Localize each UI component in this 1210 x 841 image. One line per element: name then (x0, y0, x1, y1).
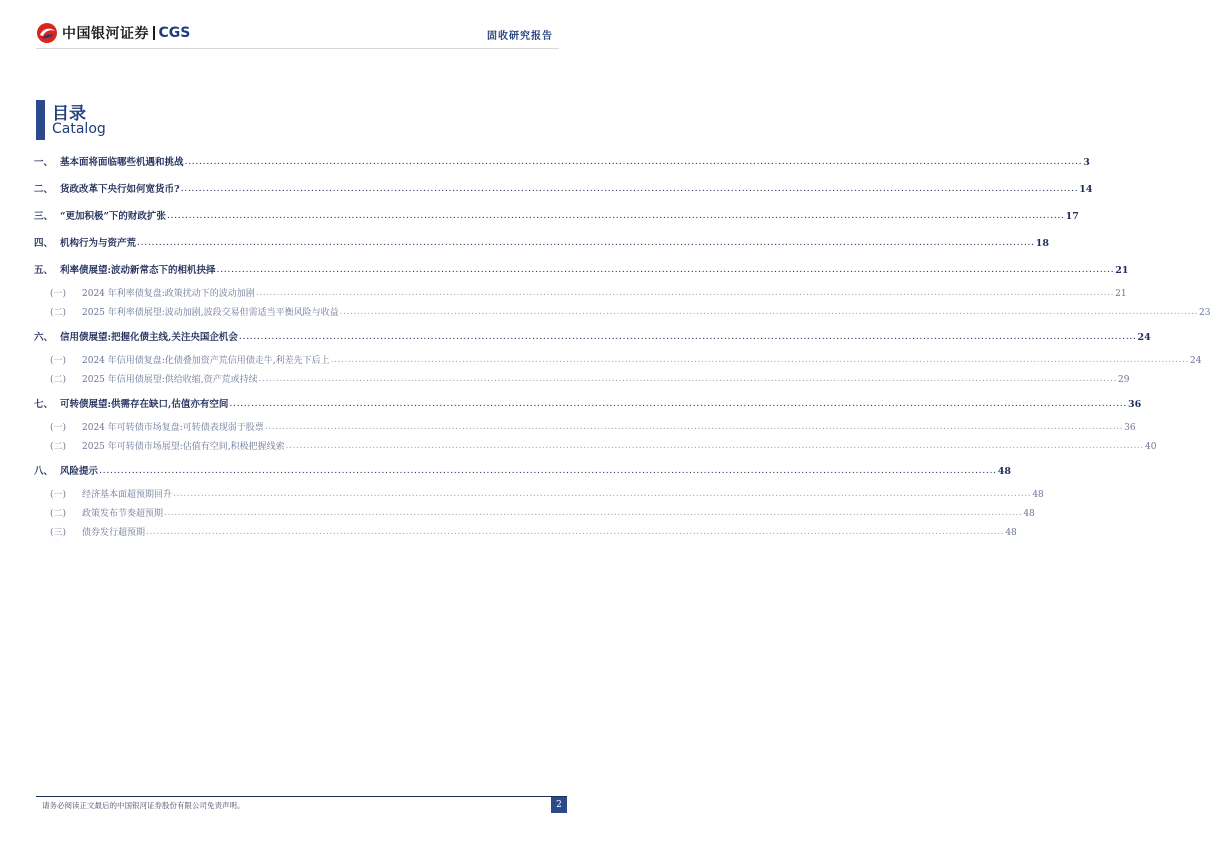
toc-section-entry[interactable] (34, 181, 1093, 195)
toc-subsection-entry[interactable] (34, 439, 1157, 452)
header-divider (36, 48, 559, 49)
toc-entry-page: 40 (1144, 442, 1157, 452)
toc-entry-number: (二) (50, 308, 67, 318)
toc-entry-number: (一) (50, 289, 67, 299)
toc-entry-number: (一) (50, 490, 67, 500)
toc-subsection-entry[interactable] (34, 353, 1202, 366)
toc-section-entry[interactable] (34, 463, 1011, 477)
page-header (0, 0, 595, 52)
toc-subsection-entry[interactable] (34, 305, 1210, 318)
toc-section-entry[interactable] (34, 329, 1151, 343)
toc-entry-title: 2025 年可转债市场展望:估值有空间,积极把握线索 (82, 442, 285, 452)
toc-title-cn: 目录 (52, 104, 86, 124)
toc-entry-title: “更加积极”下的财政扩张 (60, 211, 166, 222)
logo-text-cn: 中国银河证券 (62, 26, 149, 42)
toc-leader-dots (181, 183, 1079, 194)
toc-entry-title: 2025 年信用债展望:供给收缩,资产荒或持续 (82, 375, 258, 385)
toc-subsection-entry[interactable] (34, 420, 1136, 433)
toc-entry-title: 信用债展望:把握化债主线,关注央国企机会 (60, 332, 238, 343)
toc-entry-title: 可转债展望:供需存在缺口,估值亦有空间 (60, 399, 229, 410)
toc-subsection-entry[interactable] (34, 487, 1044, 500)
toc-entry-page: 21 (1115, 265, 1129, 276)
toc-entry-title: 政策发布节奏超预期 (82, 509, 164, 519)
toc-entry-number: (一) (50, 356, 67, 366)
toc-entry-page: 18 (1035, 238, 1049, 249)
toc-entry-page: 14 (1079, 184, 1093, 195)
toc-entry-number: 三、 (34, 211, 54, 222)
logo-divider (153, 26, 155, 40)
toc-leader-dots (99, 465, 997, 476)
toc-leader-dots (137, 237, 1035, 248)
toc-section-entry[interactable] (34, 154, 1090, 168)
toc-entry-number: 四、 (34, 238, 54, 249)
toc-entry-page: 3 (1083, 157, 1090, 168)
toc-leader-dots (173, 489, 1031, 499)
toc-section-entry[interactable] (34, 396, 1142, 410)
report-type-label: 固收研究报告 (487, 31, 553, 42)
toc-leader-dots (217, 264, 1115, 275)
toc-entry-number: 六、 (34, 332, 54, 343)
toc-entry-page: 48 (1032, 490, 1044, 500)
toc-entry-number: (二) (50, 509, 67, 519)
toc-section-entry[interactable] (34, 208, 1079, 222)
toc-entry-number: (二) (50, 442, 67, 452)
company-logo (36, 22, 190, 44)
toc-leader-dots (286, 441, 1144, 451)
toc-entry-number: (三) (50, 528, 67, 538)
toc-entry-title: 货政改革下央行如何宽货币? (60, 184, 180, 195)
toc-leader-dots (146, 527, 1004, 537)
toc-leader-dots (265, 422, 1123, 432)
toc-section-entry[interactable] (34, 262, 1129, 276)
toc-subsection-entry[interactable] (34, 286, 1127, 299)
toc-entry-page: 21 (1115, 289, 1127, 299)
toc-subsection-entry[interactable] (34, 372, 1130, 385)
toc-entry-page: 36 (1124, 423, 1136, 433)
toc-entry-page: 24 (1137, 332, 1151, 343)
toc-leader-dots (331, 355, 1189, 365)
toc-leader-dots (239, 331, 1137, 342)
toc-entry-page: 48 (997, 466, 1011, 477)
toc-entry-title: 基本面将面临哪些机遇和挑战 (60, 157, 184, 168)
toc-entry-title: 利率债展望:波动新常态下的相机抉择 (60, 265, 216, 276)
toc-entry-number: 五、 (34, 265, 54, 276)
toc-entry-title: 2024 年利率债复盘:政策扰动下的波动加剧 (82, 289, 255, 299)
toc-entry-page: 23 (1198, 308, 1210, 318)
toc-entry-page: 48 (1023, 509, 1035, 519)
toc-entry-number: 一、 (34, 157, 54, 168)
page-number: 2 (551, 797, 567, 813)
toc-entry-title: 债券发行超预期 (82, 528, 146, 538)
toc-subsection-entry[interactable] (34, 525, 1017, 538)
toc-entry-page: 48 (1005, 528, 1017, 538)
toc-entry-title: 2024 年信用债复盘:化债叠加资产荒信用债走牛,利差先下后上 (82, 356, 330, 366)
toc-leader-dots (340, 307, 1198, 317)
toc-leader-dots (229, 398, 1127, 409)
toc-leader-dots (256, 288, 1114, 298)
toc-subsection-entry[interactable] (34, 506, 1035, 519)
toc-leader-dots (185, 156, 1083, 167)
toc-leader-dots (164, 508, 1022, 518)
toc-leader-dots (167, 210, 1065, 221)
toc-entry-number: 二、 (34, 184, 54, 195)
toc-entry-title: 机构行为与资产荒 (60, 238, 137, 249)
toc-entry-number: (二) (50, 375, 67, 385)
toc-entry-number: (一) (50, 423, 67, 433)
toc-entry-page: 36 (1128, 399, 1142, 410)
toc-entry-title: 经济基本面超预期回升 (82, 490, 173, 500)
toc-entry-page: 24 (1189, 356, 1202, 366)
cgs-logo-icon (36, 22, 58, 44)
toc-entry-page: 17 (1065, 211, 1079, 222)
footer-divider (36, 796, 567, 797)
toc-leader-dots (259, 374, 1117, 384)
toc-section-entry[interactable] (34, 235, 1049, 249)
toc-entry-page: 29 (1117, 375, 1130, 385)
toc-entry-number: 八、 (34, 466, 54, 477)
toc-entry-title: 风险提示 (60, 466, 99, 477)
toc-title-en: Catalog (52, 121, 106, 137)
footer-disclaimer: 请务必阅读正文最后的中国银河证券股份有限公司免责声明。 (42, 801, 245, 810)
toc-entry-title: 2025 年利率债展望:波动加剧,波段交易但需适当平衡风险与收益 (82, 308, 339, 318)
toc-heading-bar (36, 100, 45, 140)
toc-entry-title: 2024 年可转债市场复盘:可转债表现弱于股票 (82, 423, 264, 433)
toc-entry-number: 七、 (34, 399, 54, 410)
logo-text-en: CGS (158, 25, 191, 41)
